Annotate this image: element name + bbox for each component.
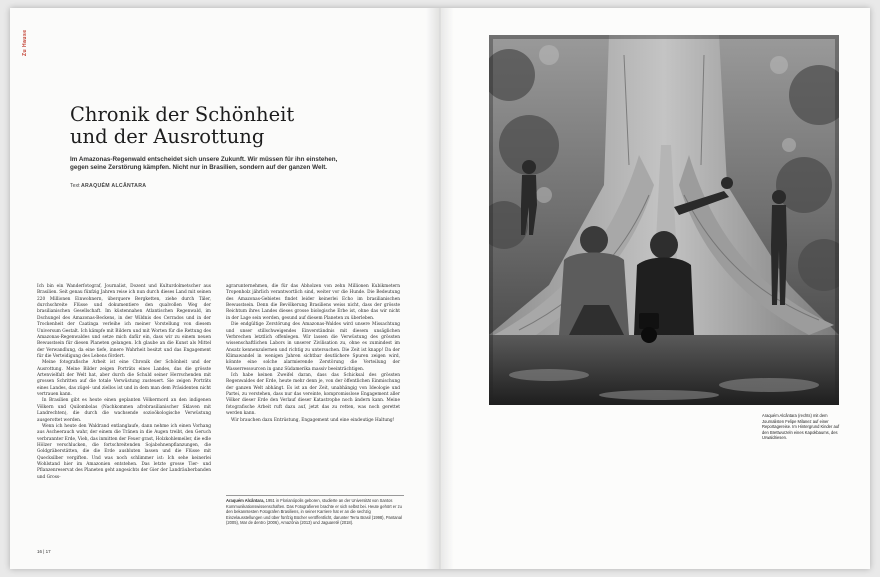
byline-author: ARAQUÉM ALCÂNTARA	[80, 183, 147, 189]
title-line-2: und der Ausrottung	[70, 125, 265, 148]
photo-caption: Araquém Alcântara (rechts) mit dem Journalisten Felipe Milanez auf einer Reportagereise. Im Hintergrund Kinder auf den Brettwurzeln eines Kapokbaums, des Urwaldriesen.	[762, 413, 840, 441]
magazine-spread	[10, 8, 870, 569]
paragraph: Wir brauchen dazu Entrüstung, Engagement und eine eindeutige Haltung!	[231, 417, 395, 423]
section-tag: Zu Hause	[22, 29, 28, 56]
paragraph: Ich habe keinen Zweifel daran, dass das Schicksal des grössten Regenwaldes der Erde, heute mehr denn je, von der öffentlichen Einmischung der ganzen Welt abhängt. Es ist an der Zeit, unabhängig von Ideologie und Partei, zu verstehen, dass nur das vereinte, kompromisslose Engagement aller Völker dieser Erde den Verlauf dieser Katastrophe noch ändern kann. Meine fotografische Arbeit ruft dazu auf, jetzt das zu retten, was noch gerettet werden kann.	[226, 373, 400, 417]
paragraph: Meine fotografische Arbeit ist eine Chronik der Schönheit und der Ausrottung. Meine Bilder zeigen Porträts eines Landes, das die grösste Artenvielfalt der Welt hat, aber durch die Schuld seiner Herrschenden mit grossen Schritten auf die totale Verwüstung zusteuert. Sie zeigen Porträts eines Landes, das zügel- und ziellos ist und in dem man dem Präsidenten nicht vertrauen kann.	[37, 360, 211, 398]
byline-prefix: Text	[70, 183, 80, 189]
paragraph: agrarunternehmen, die für das Abholzen von zehn Millionen Kubikmetern Tropenholz jährlich verantwortlich sind, weiter vor die Hunde. Die Bedeutung des Amazonas-Gebietes findet leider keinerlei Echo im brasilianischen Bewusstsein. Denn die Bevölkerung Brasiliens weiss nicht, dass der grösste Reichtum ihres Landes dieses grosse biologische Erbe ist, ohne das wir nicht in der Lage sein werden, gesund auf diesem Planeten zu überleben.	[226, 284, 400, 321]
body-column-1	[37, 284, 211, 481]
paragraph: In Brasilien gibt es heute einen geplanten Völkermord an den indigenen Völkern und Quilombolas (Nachkommen afrobrasilianischer Sklaven mit Landrechten), die durch die wachsende sozioökologische Verwüstung ausgerottet werden.	[37, 398, 211, 423]
author-bio	[226, 495, 404, 526]
lead-line-1: Im Amazonas-Regenwald entscheidet sich unsere Zukunft. Wir müssen für ihn einstehen,	[70, 156, 338, 163]
rainforest-photo	[489, 35, 839, 405]
paragraph: Die endgültige Zerstörung des Amazonas-Waldes wird unsere Missachtung und unser stillschweigendes Einverständnis mit diesem unsäglichen Verbrechen letztlich offenlegen. Wir lassen die Verwüstung des grössten wissenschaftlichen Labors in unserer Zivilisation zu, ohne es zumindest im Ansatz kennenzulernen und richtig zu untersuchen. Die Zeit ist knapp! Da der Klimawandel in wenigen Jahren sichtbar deutlichere Spuren zeigen wird, könnte eine solche alarmierende Zerstörung die Verteilung der Wasserressourcen in ganz Südamerika massiv beeinträchtigen.	[226, 322, 400, 372]
article-title	[70, 104, 390, 148]
paragraph: Ich bin ein Wanderfotograf, Journalist, Dozent und Kulturdolmetscher aus Brasilien. Seit genau fünfzig Jahren reise ich nun durch dieses Land mit seinen 220 Millionen Einwohnern, überquere Bergketten, ziehe durch Täler, durchschreite Flüsse und dokumentiere den qualvollen Weg der brasilianischen Gesellschaft. Im küstennahen Atlantischen Regenwald, im Dschungel des Amazonas-Beckens, in der Wildnis des Cerrados und in der Trockenheit der Caatinga verleihe ich meiner Vorstellung von diesem Universum Gestalt. Ich kämpfe mit Bildern und mit Worten für die Rettung des Amazonas-Regenwaldes und setze mich dafür ein, dass wir zu einem neuen Bewusstsein für diesen Planeten gelangen. Ich glaube an die Kunst als Mittel der Verwandlung, da eine tiefe, innere Wahrheit besitzt und das Engagement für die Verteidigung des Lebens fördert.	[37, 284, 211, 359]
byline	[70, 183, 146, 189]
paragraph: Wenn ich heute den Waldrand entlanglaufe, dann nehme ich einen Vorhang aus Ascheerauch wahr, der einem die Tränen in die Augen treibt, den Geruch verbrannter Erde, Vieh, das inmitten der Feuer grast, Holzkohlemeiler, die edle Hölzer verschlucken, die fortschreitenden Sojabohnenpflanzungen, die Goldgräberstätten, die die Erde ausbluten lassen und die Flüsse mit Quecksilber vergiften. Und was noch schlimmer ist: Ich sehe keinerlei Wohlstand hier im Amazonien entstehen. Das letzte grosse Tier- und Pflanzenreservat des Planeten geht angesichts der Gier der Landräuberbanden und Gross-	[37, 423, 211, 480]
lead-line-2: gegen seine Zerstörung kämpfen. Nicht nur in Brasilien, sondern auf der ganzen Welt.	[70, 164, 328, 172]
bio-text: 1951 in Florianópolis geboren, studierte an der Universität von Santos Kommunikationswissenschaften. Das Fotografieren brachte er sich selbst bei. Heute gehört er zu den bekanntesten Fotografen Brasiliens, in seiner Karriere hat er an die sechzig Einzelausstellungen und über fünfzig Bücher veröffentlicht, darunter Terra Brasil (1998), Pantanal (2005), Mar de dentro (2006), Amazônia (2013) und Jaguaretê (2018).	[226, 498, 402, 525]
article-lead	[70, 156, 395, 173]
title-line-1: Chronik der Schönheit	[70, 103, 295, 126]
body-column-2	[226, 284, 400, 424]
left-page	[10, 8, 440, 569]
photo-illustration	[489, 35, 839, 405]
right-page	[440, 8, 870, 569]
page-numbers: 16 | 17	[37, 549, 51, 554]
bio-name: Araquém Alcântara,	[226, 498, 265, 503]
